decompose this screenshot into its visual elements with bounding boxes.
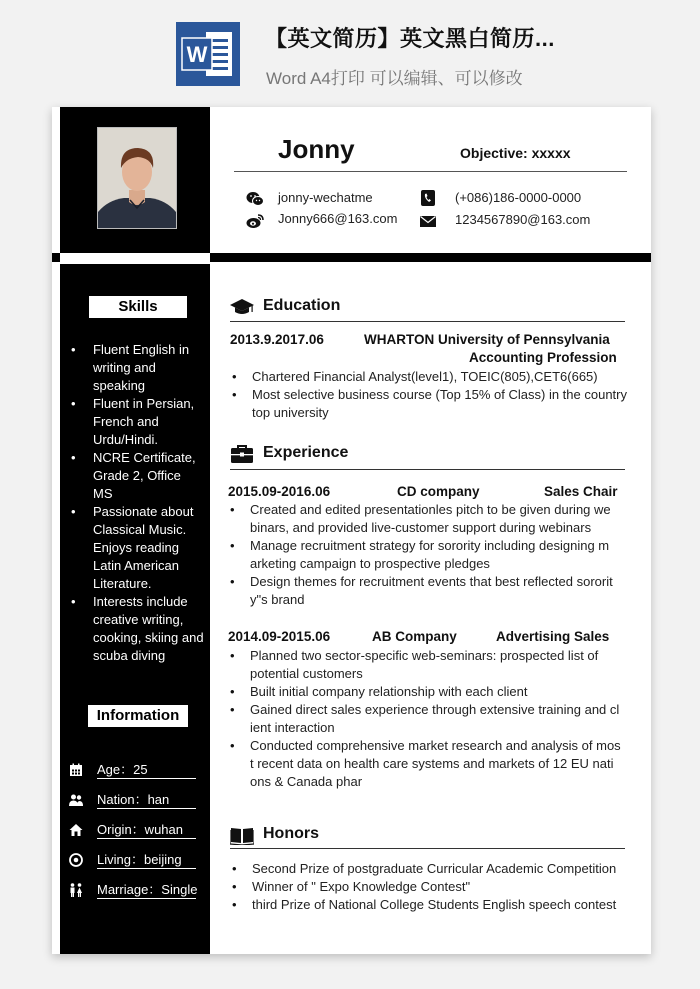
header-divider — [210, 253, 651, 262]
skills-list — [64, 341, 204, 665]
list-item: • NCRE Certificate, Grade 2, Office MS — [64, 449, 204, 503]
skills-heading: Skills — [89, 296, 187, 318]
objective-text: Objective: xxxxx — [460, 145, 571, 161]
education-divider — [230, 321, 625, 322]
email-icon — [419, 214, 437, 230]
list-item: • Conducted comprehensive market research and analysis of mos t recent data on health care systems and markets of 12 EU nati ons & Canada phar — [228, 737, 626, 791]
open-book-icon — [230, 825, 254, 845]
wechat-icon — [246, 191, 264, 207]
svg-text:W: W — [186, 42, 208, 67]
job-2-list — [228, 647, 626, 791]
briefcase-icon — [230, 444, 254, 464]
header-divider-left — [52, 253, 60, 262]
word-app-icon — [176, 22, 240, 86]
job-2-date: 2014.09-2015.06 — [228, 629, 331, 644]
education-list — [230, 368, 628, 422]
weibo-account: Jonny666@163.com — [278, 211, 398, 226]
marriage-value: Marriage：Single — [97, 882, 198, 897]
job-2-role: Advertising Sales — [496, 629, 610, 644]
document-subtitle: Word A4打印 可以编辑、可以修改 — [266, 69, 523, 88]
honors-list — [230, 860, 628, 914]
info-living — [69, 852, 209, 870]
phone-number: (+086)186-0000-0000 — [455, 190, 582, 205]
list-item: • Interests include creative writing, cooking, skiing and scuba diving — [64, 593, 204, 665]
nation-value: Nation：han — [97, 792, 196, 809]
graduation-cap-icon — [230, 297, 254, 317]
list-item: • Winner of " Expo Knowledge Contest" — [230, 878, 628, 896]
education-date: 2013.9.2017.06 — [230, 332, 324, 347]
list-item: • Passionate about Classical Music. Enjoys reading Latin American Literature. — [64, 503, 204, 593]
couple-icon — [69, 883, 83, 897]
job-1-list — [228, 501, 626, 609]
job-1-role: Sales Chair — [544, 484, 618, 499]
job-1-date: 2015.09-2016.06 — [228, 484, 331, 499]
info-age — [69, 762, 209, 780]
candidate-name: Jonny — [278, 134, 355, 164]
list-item: • Chartered Financial Analyst(level1), TOEIC(805),CET6(665) — [230, 368, 628, 386]
resume-page: Jonny Objective: xxxxx jonny-wechatme (+086)186-0000-0000 Jonny666@163.com 1234567890@163.com Skills • Fluent English in writing and speaking • Fluent in Persian, French and Urdu/Hindi. • NCRE Certificate, Grade 2, Office MS • Passionate about Classical Music. Enjoys reading Latin American Literature. • Interests include creative writing, cooking, skiing and scuba diving Information Age：25 Nation：han Origin：wuhan Living：beijing Marriage：Single Education 2013.9.2017.06 WHARTON University of Pennsylvania Accounting Profession • Chartered Financial Analyst(level1), TOEIC(805),CET6(665) • Most selective business course (Top 15% of Class) in the country top university Experience 2015.09-2016.06 CD company Sales Chair • Created and edited presentationles pitch to be given during we binars, and provided live-customer support during webinars • Manage recruitment strategy for sorority including designing m arketing campaign to prospective pledges • Design themes for recruitment events that best reflected sororit y"s brand 2014.09-2015.06 AB Company Advertising Sales • Planned two sector-specific web-seminars: prospected list of potential customers • Built initial company relationship with each client • Gained direct sales experience through extensive training and cl ient interaction • Conducted comprehensive market research and analysis of mos t recent data on health care systems and markets of 12 EU nati ons & Canada phar Honors • Second Prize of postgraduate Curricular Academic Competition • Winner of " Expo Knowledge Contest" • third Prize of National College Students English speech contest — [52, 107, 651, 954]
list-item: • Design themes for recruitment events that best reflected sororit y"s brand — [228, 573, 626, 609]
job-2-company: AB Company — [372, 629, 457, 644]
job-1-company: CD company — [397, 484, 480, 499]
list-item: • Gained direct sales experience through extensive training and cl ient interaction — [228, 701, 626, 737]
document-title: 【英文简历】英文黑白简历... — [265, 26, 555, 51]
info-marriage — [69, 882, 209, 900]
list-item: • Fluent English in writing and speaking — [64, 341, 204, 395]
phone-icon — [419, 190, 437, 206]
profile-photo — [97, 127, 177, 229]
list-item: • Planned two sector-specific web-seminars: prospected list of potential customers — [228, 647, 626, 683]
list-item: • Built initial company relationship with each client — [228, 683, 626, 701]
wechat-id: jonny-wechatme — [278, 190, 373, 205]
list-item: • Most selective business course (Top 15% of Class) in the country top university — [230, 386, 628, 422]
list-item: • Manage recruitment strategy for sorority including designing m arketing campaign to prospective pledges — [228, 537, 626, 573]
information-heading: Information — [88, 705, 188, 727]
document-banner — [0, 0, 700, 100]
info-origin — [69, 822, 209, 840]
name-divider — [234, 171, 627, 172]
education-profession: Accounting Profession — [469, 350, 617, 365]
info-nation — [69, 792, 209, 810]
origin-value: Origin：wuhan — [97, 822, 196, 839]
experience-divider — [230, 469, 625, 470]
list-item: • Fluent in Persian, French and Urdu/Hindi. — [64, 395, 204, 449]
email-address: 1234567890@163.com — [455, 212, 591, 227]
living-value: Living：beijing — [97, 852, 196, 869]
list-item: • third Prize of National College Students English speech contest — [230, 896, 628, 914]
list-item: • Created and edited presentationles pitch to be given during we binars, and provided live-customer support during webinars — [228, 501, 626, 537]
age-value: Age：25 — [97, 762, 196, 779]
calendar-icon — [69, 763, 83, 777]
location-icon — [69, 853, 83, 867]
school-name: WHARTON University of Pennsylvania — [364, 332, 610, 347]
honors-divider — [230, 848, 625, 849]
home-icon — [69, 823, 83, 837]
people-icon — [69, 793, 83, 807]
list-item: • Second Prize of postgraduate Curricular Academic Competition — [230, 860, 628, 878]
weibo-icon — [246, 213, 264, 229]
portrait-illustration — [98, 128, 176, 228]
